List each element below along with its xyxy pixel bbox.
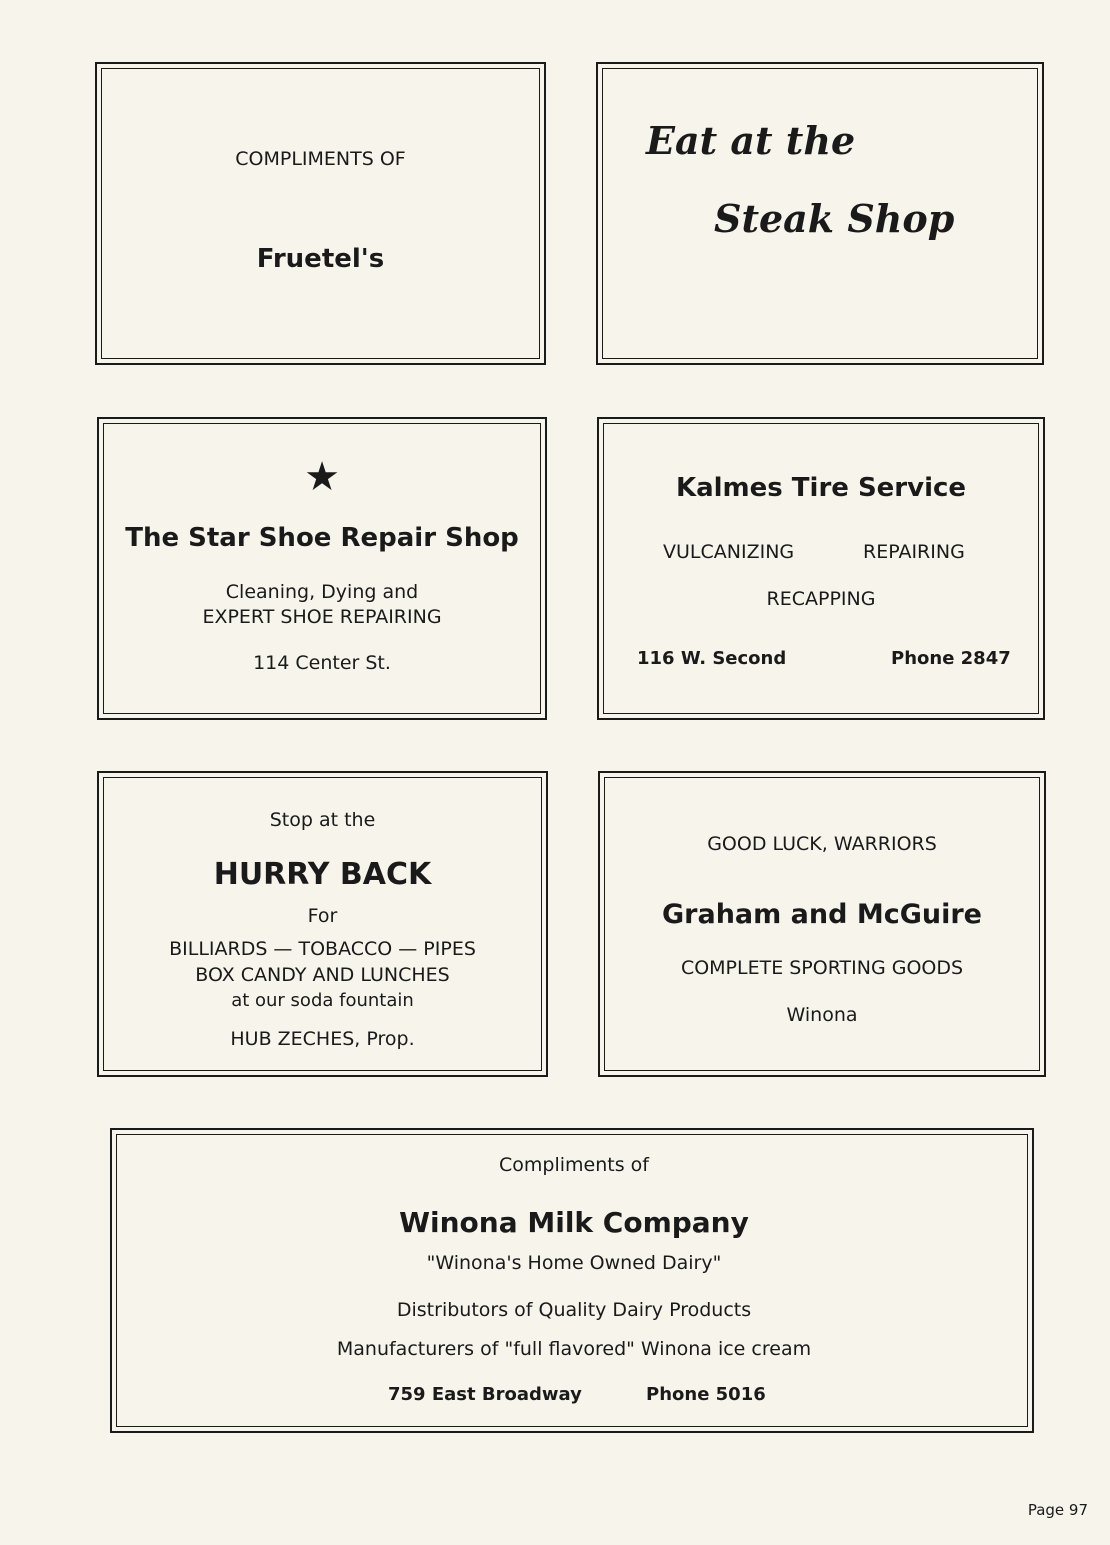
ad-star-shoe-address: 114 Center St. [253, 652, 391, 674]
ad-hurry-back-line2: BILLIARDS — TOBACCO — PIPES [169, 938, 476, 960]
ad-kalmes-service-repairing: REPAIRING [863, 541, 965, 563]
ad-kalmes-tire [597, 417, 1045, 720]
ad-fruetel-compliments: COMPLIMENTS OF [235, 148, 406, 170]
star-icon: ★ [304, 454, 340, 500]
ad-kalmes-phone: Phone 2847 [891, 648, 1011, 669]
ad-kalmes-service-vulcanizing: VULCANIZING [663, 541, 795, 563]
ad-winona-milk-line2: Distributors of Quality Dairy Products [396, 1299, 752, 1321]
ad-winona-milk-compliments: Compliments of [499, 1154, 649, 1176]
ad-star-shoe-line2: EXPERT SHOE REPAIRING [202, 606, 442, 628]
ad-steak-shop [596, 62, 1044, 365]
ad-hurry-back-name: HURRY BACK [213, 857, 432, 892]
ad-winona-milk-phone: Phone 5016 [646, 1384, 766, 1405]
ad-kalmes-name: Kalmes Tire Service [675, 473, 967, 503]
ad-hurry-back-owner: HUB ZECHES, Prop. [230, 1028, 415, 1050]
ad-hurry-back-line4: at our soda fountain [231, 990, 414, 1011]
ad-hurry-back-for: For [307, 905, 338, 927]
ad-graham-line1: GOOD LUCK, WARRIORS [707, 833, 937, 855]
ad-fruetel-name: Fruetel's [256, 244, 385, 274]
ad-star-shoe-name: The Star Shoe Repair Shop [125, 523, 519, 553]
ad-winona-milk-address: 759 East Broadway [388, 1384, 582, 1405]
ad-hurry-back-line3: BOX CANDY AND LUNCHES [195, 964, 450, 986]
ad-steak-line2: Steak Shop [714, 196, 955, 241]
ad-graham-name: Graham and McGuire [662, 899, 982, 930]
ad-kalmes-service-recapping: RECAPPING [766, 588, 876, 610]
ad-fruetel [95, 62, 546, 365]
ad-steak-line1: Eat at the [646, 118, 856, 163]
ad-star-shoe-line1: Cleaning, Dying and [225, 581, 419, 603]
ad-winona-milk-slogan: "Winona's Home Owned Dairy" [426, 1252, 722, 1274]
page-number: Page 97 [1027, 1501, 1088, 1519]
ad-winona-milk-line3: Manufacturers of "full flavored" Winona ice cream [336, 1338, 812, 1360]
ad-winona-milk-name: Winona Milk Company [399, 1206, 749, 1239]
ad-winona-milk [110, 1128, 1034, 1433]
ad-hurry-back-line1: Stop at the [269, 809, 376, 831]
ad-kalmes-address: 116 W. Second [637, 648, 787, 669]
ad-graham-city: Winona [786, 1004, 858, 1026]
ad-hurry-back [97, 771, 548, 1077]
ad-graham-line2: COMPLETE SPORTING GOODS [680, 957, 964, 979]
ad-graham-mcguire [598, 771, 1046, 1077]
ad-star-shoe-repair [97, 417, 547, 720]
